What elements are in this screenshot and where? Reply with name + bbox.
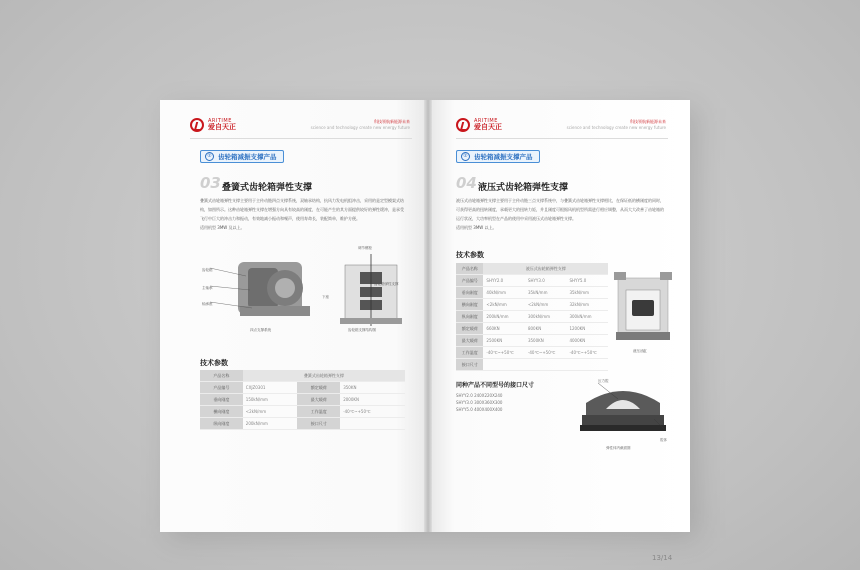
- header-slogan: [311, 119, 410, 130]
- applicable-model: 适用机型 3MW 以上。: [456, 225, 497, 230]
- slogan-en: science and technology create new energy future: [310, 124, 410, 130]
- label-shaft: 轴承座: [202, 302, 213, 306]
- section-text: 齿轮箱减振支撑产品: [474, 153, 533, 161]
- section-text: 齿轮箱减振支撑产品: [218, 153, 277, 161]
- table-header-row: 产品名称 叠簧式齿轮箱弹性支撑: [200, 370, 405, 382]
- diagram-caption: 弹性体内截面图: [606, 446, 631, 450]
- table-row: 垂向刚度 40kN/mm 35kN/mm 35kN/mm: [456, 287, 608, 299]
- photo-caption: 液压油缸: [633, 349, 647, 353]
- slogan-cn: 科技领航新能源未来: [374, 119, 410, 124]
- left-page: [160, 100, 428, 532]
- section-number: ②: [461, 152, 470, 161]
- section-label: [200, 150, 284, 163]
- book-gutter: [424, 100, 432, 532]
- slogan-en: science and technology create new energy future: [566, 124, 666, 130]
- tech-params-table: [456, 263, 608, 371]
- table-row: 纵向刚度 200kN/mm 接口尺寸: [200, 418, 405, 430]
- logo-mark-icon: [456, 118, 470, 132]
- tech-params-title: 技术参数: [200, 359, 228, 367]
- label-lower-seat: 下座: [322, 295, 329, 299]
- table-row: 额定载荷 660KN 800KN 1200KN: [456, 323, 608, 335]
- caption-section: 齿轮箱支撑结构图: [348, 328, 376, 332]
- item-number: 03: [200, 174, 221, 192]
- header-slogan: [567, 119, 666, 130]
- brand-logo: [190, 118, 236, 132]
- description-paragraph: 叠簧式齿轮箱弹性支撑主要用于主传动链四点支撑系统，双轴承结构，抗风力发电机组冲击，采用的是定型模架式结构，如图所示。这种齿轮箱弹性支撑在增强方向具有较高的刚度，在可能产生的其方面提供较好的弹性缓冲，是承受飞行中巨大的冲击力和振动，有效地减小振动和噪声，使用寿命长，装配简单，维护方便。 适用机型 3MW 及以上。: [200, 198, 404, 230]
- label-main-bearing: 主轴承: [202, 286, 213, 290]
- table-header-row: 产品名称 液压式齿轮箱弹性支撑: [456, 263, 608, 275]
- table-row: 工作温度 -40℃~+50℃ -40℃~+50℃ -40℃~+50℃: [456, 347, 608, 359]
- label-housing: 腔体: [660, 438, 667, 442]
- logo-en: ARITIME: [208, 118, 232, 124]
- logo-cn: 爱自天正: [208, 123, 236, 131]
- header-divider: [456, 138, 668, 139]
- assembly-diagram: [200, 250, 410, 345]
- page-number: 13/14: [652, 554, 673, 562]
- item-title: 叠簧式齿轮箱弹性支撑: [222, 183, 313, 193]
- dims-item: SHYY2.0 240X220X240: [456, 393, 503, 398]
- dims-title: 同种产品不同型号的接口尺寸: [456, 382, 535, 389]
- table-row: 纵向刚度 200kN/mm 300kN/mm 300kN/mm: [456, 311, 608, 323]
- logo-cn: 爱自天正: [474, 123, 502, 131]
- applicable-model: 适用机型 3MW 及以上。: [200, 225, 245, 230]
- description-paragraph: 液压式齿轮箱弹性支撑主要用于主传动链三点支撑系统中，与叠簧式齿轮箱弹性支撑相比，在保证低的横刚度的同时，可获得更高的扭转刚度，承载更大的扭转力矩，并且刚度可根据风机机型所需进行相应调整，从而大大改善了齿轮箱的运行状况，大功率机型在产品的使用中采用液压式齿轮箱弹性支撑。 适用机型 3MW 以上。: [456, 198, 664, 230]
- cross-section-diagram: [578, 385, 668, 440]
- table-row: 接口尺寸: [456, 359, 608, 371]
- item-title: 液压式齿轮箱弹性支撑: [478, 183, 569, 193]
- table-row: 横向刚度 <2kN/mm <2kN/mm 32kN/mm: [456, 299, 608, 311]
- tech-params-table: [200, 370, 405, 430]
- dims-item: SHYY3.0 300X360X300: [456, 400, 503, 405]
- label-pressure-chamber: 压力腔: [598, 379, 609, 383]
- table-row: 横向刚度 <2kN/mm 工作温度 -40℃~+50℃: [200, 406, 405, 418]
- label-adjust-bolt: 调节螺栓: [358, 246, 372, 250]
- header-divider: [190, 138, 412, 139]
- label-gearbox: 齿轮箱: [202, 268, 213, 272]
- dims-list: [456, 392, 502, 413]
- tech-params-title: 技术参数: [456, 251, 484, 259]
- logo-mark-icon: [190, 118, 204, 132]
- slogan-cn: 科技领航新能源未来: [630, 119, 666, 124]
- section-label: [456, 150, 540, 163]
- item-number: 04: [456, 174, 477, 192]
- table-row: 产品编号 SHYY2.0 SHYY3.0 SHYY5.0: [456, 275, 608, 287]
- brand-logo: [456, 118, 502, 132]
- right-page: [428, 100, 690, 562]
- dims-item: SHYY5.0 400X400X400: [456, 407, 503, 412]
- hydraulic-support-photo: [614, 270, 672, 345]
- section-number: ②: [205, 152, 214, 161]
- caption-four-point: 四点支撑系统: [250, 328, 271, 332]
- table-row: 产品编号 CXJZ0301 额定载荷 350KN: [200, 382, 405, 394]
- table-row: 最大载荷 2500KN 3500KN 4000KN: [456, 335, 608, 347]
- logo-en: ARITIME: [474, 118, 498, 124]
- label-elastic-support: 齿轮箱弹性支撑: [374, 282, 399, 286]
- table-row: 垂向刚度 150kN/mm 最大载荷 2000KN: [200, 394, 405, 406]
